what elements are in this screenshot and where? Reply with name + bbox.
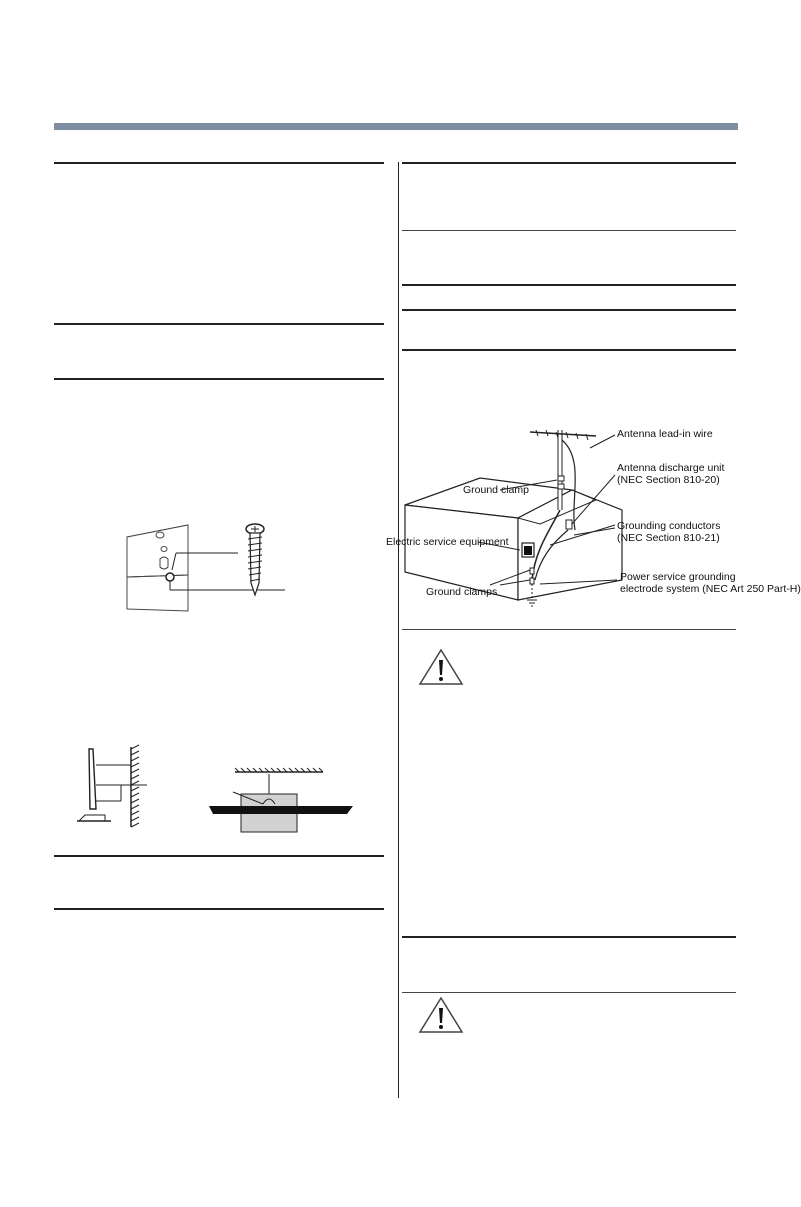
left-section-rule-5 — [54, 908, 384, 910]
left-section-rule-2 — [54, 323, 384, 325]
left-section-rule-4 — [54, 855, 384, 857]
tv-side-view-illustration — [75, 745, 155, 830]
right-section-rule-3 — [402, 284, 736, 286]
right-section-rule-4 — [402, 309, 736, 311]
label-discharge-unit-1: Antenna discharge unit — [617, 462, 725, 474]
label-grounding-conductors-1: Grounding conductors — [617, 520, 721, 532]
left-section-rule-3 — [54, 378, 384, 380]
header-bar — [54, 123, 738, 130]
label-grounding-conductors-2: (NEC Section 810-21) — [617, 532, 720, 544]
warning-triangle-icon — [418, 996, 464, 1034]
label-ground-clamps: Ground clamps — [426, 586, 498, 598]
label-antenna-lead-in: Antenna lead-in wire — [617, 428, 713, 440]
right-section-rule-2 — [402, 230, 736, 231]
right-section-rule-6 — [402, 629, 736, 630]
label-discharge-unit-2: (NEC Section 810-20) — [617, 474, 720, 486]
right-section-rule-7 — [402, 936, 736, 938]
column-divider — [398, 162, 399, 1098]
right-section-rule-1 — [402, 162, 736, 164]
label-power-grounding-1: Power service grounding — [620, 571, 736, 583]
left-section-rule-1 — [54, 162, 384, 164]
label-ground-clamp: Ground clamp — [463, 484, 529, 496]
label-electric-service: Electric service equipment — [386, 536, 509, 548]
label-power-grounding-2: electrode system (NEC Art 250 Part-H) — [620, 583, 801, 595]
wall-screw-illustration — [120, 515, 300, 615]
right-section-rule-5 — [402, 349, 736, 351]
right-section-rule-8 — [402, 992, 736, 993]
warning-triangle-icon — [418, 648, 464, 686]
tv-top-view-illustration — [205, 768, 355, 834]
